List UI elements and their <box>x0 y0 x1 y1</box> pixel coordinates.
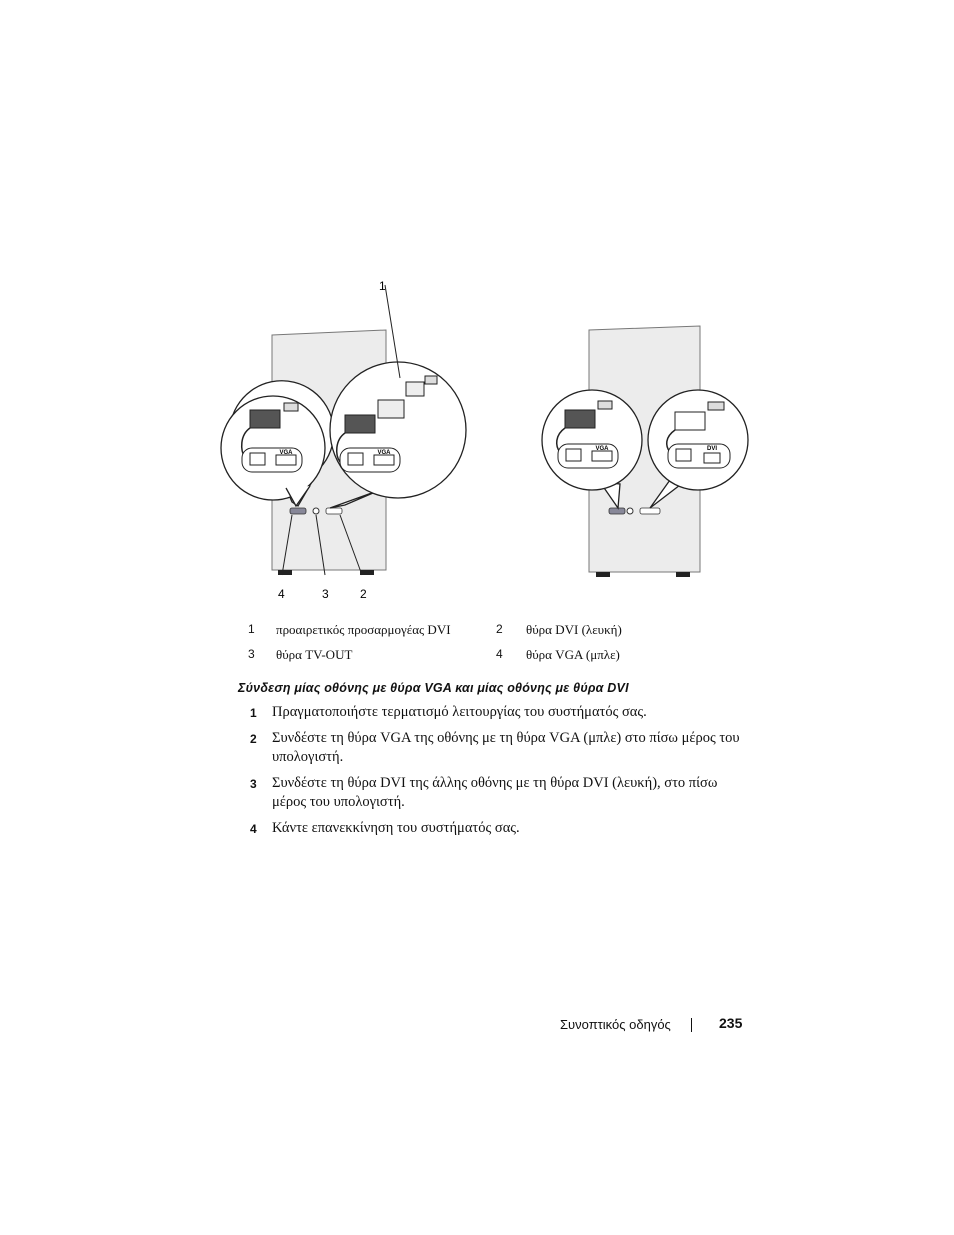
step-text: Συνδέστε τη θύρα VGA της οθόνης με τη θύρα VGA (μπλε) στο πίσω μέρος του υπολογιστή. <box>272 730 740 765</box>
step-number: 3 <box>250 777 257 791</box>
callout-text: θύρα TV-OUT <box>276 647 353 662</box>
callout-row <box>248 620 748 645</box>
step-item <box>248 729 748 767</box>
step-item <box>248 703 748 722</box>
dvi-label: DVI <box>706 446 718 452</box>
vga-label-3: VGA <box>595 446 609 452</box>
page-number: 235 <box>719 1015 743 1031</box>
dvi-bubble-right <box>648 390 748 508</box>
callout-text: θύρα DVI (λευκή) <box>526 622 622 637</box>
callout-label-4: 4 <box>278 587 285 601</box>
footer-title: Συνοπτικός οδηγός <box>560 1017 671 1032</box>
step-item <box>248 819 748 838</box>
callout-label-2: 2 <box>360 587 367 601</box>
callout-row <box>248 645 748 670</box>
callout-label-1: 1 <box>379 279 386 293</box>
step-item <box>248 774 748 812</box>
callout-text: θύρα VGA (μπλε) <box>526 647 620 662</box>
steps-list <box>248 703 748 845</box>
callout-number: 4 <box>496 647 503 661</box>
section-heading: Σύνδεση μίας οθόνης με θύρα VGA και μίας οθόνης με θύρα DVI <box>238 681 629 695</box>
callout-label-3: 3 <box>322 587 329 601</box>
step-number: 1 <box>250 706 257 720</box>
callout-legend <box>248 620 748 670</box>
step-text: Πραγματοποιήστε τερματισμό λειτουργίας του συστήματός σας. <box>272 704 647 720</box>
callout-number: 2 <box>496 622 503 636</box>
callout-number: 1 <box>248 622 255 636</box>
step-number: 4 <box>250 822 257 836</box>
step-text: Κάντε επανεκκίνηση του συστήματός σας. <box>272 820 520 836</box>
step-text: Συνδέστε τη θύρα DVI της άλλης οθόνης με τη θύρα DVI (λευκή), στο πίσω μέρος του υπολογιστή. <box>272 775 718 810</box>
callout-text: προαιρετικός προσαρμογέας DVI <box>276 622 451 637</box>
vga-label-2: VGA <box>377 450 391 456</box>
step-number: 2 <box>250 732 257 746</box>
connection-illustration <box>200 270 760 610</box>
callout-number: 3 <box>248 647 255 661</box>
footer-divider <box>691 1018 692 1032</box>
vga-label-1: VGA <box>279 450 293 456</box>
